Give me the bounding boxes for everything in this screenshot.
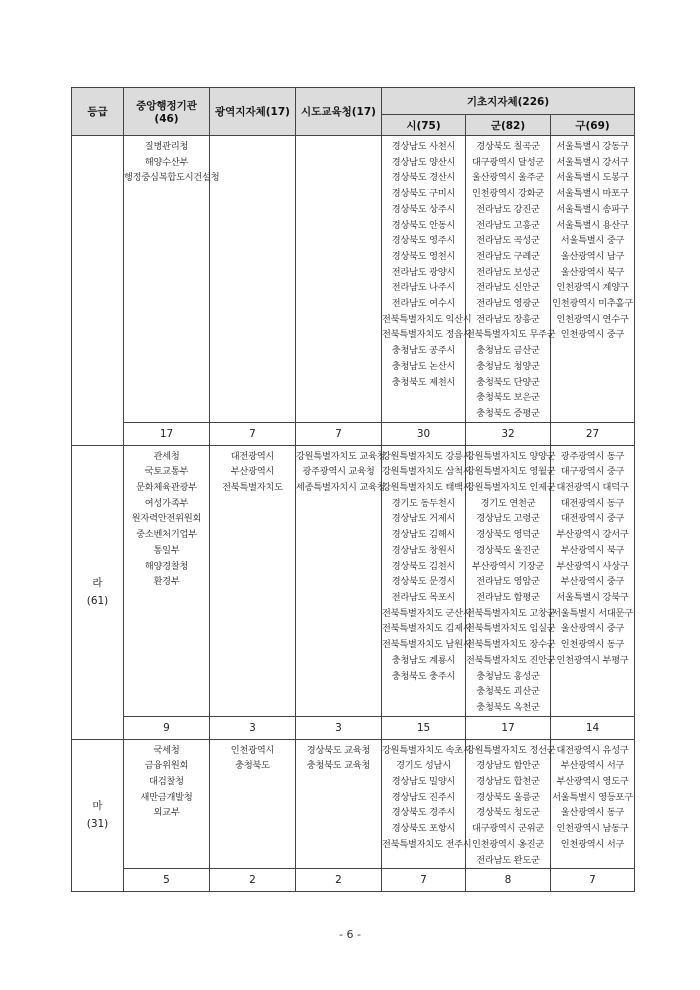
count-county: 17 <box>466 716 551 739</box>
list-entry: 문화체육관광부 <box>136 482 197 494</box>
list-entry: 부산광역시 중구 <box>560 576 625 588</box>
list-entry: 강원특별자치도 강릉시 <box>382 450 472 462</box>
list-entry: 강원특별자치도 삼척시 <box>382 466 472 478</box>
grade-cell <box>72 445 124 739</box>
list-entry: 서울특별시 중구 <box>560 235 625 247</box>
list-entry: 경상북도 칠곡군 <box>476 141 540 152</box>
list-entry: 경기도 성남시 <box>396 760 451 772</box>
list-entry: 강원특별자치도 양양군 <box>466 450 556 462</box>
list-entry: 전라남도 고흥군 <box>476 219 540 231</box>
count-edu: 2 <box>296 869 382 892</box>
header-district: 구(69) <box>551 115 635 136</box>
count-metro: 3 <box>210 716 296 739</box>
list-entry: 경상남도 거제시 <box>391 513 456 525</box>
county-list <box>466 740 556 869</box>
list-entry: 전라남도 목포시 <box>391 591 456 603</box>
edu-office-list <box>296 446 386 496</box>
list-entry: 경상북도 구미시 <box>391 188 456 200</box>
list-entry: 강원특별자치도 태백시 <box>382 482 472 494</box>
list-entry: 경상북도 안동시 <box>391 219 456 231</box>
list-entry: 경상북도 김천시 <box>391 560 456 572</box>
list-entry: 해양수산부 <box>144 156 189 168</box>
header-metro: 광역지자체(17) <box>210 88 296 136</box>
list-entry: 충청남도 계룡시 <box>391 654 456 666</box>
list-entry: 부산광역시 강서구 <box>556 529 629 541</box>
list-entry: 여성가족부 <box>144 497 189 509</box>
metro-gov-list <box>210 136 295 139</box>
list-entry: 관세청 <box>153 450 180 462</box>
county-list <box>466 136 556 422</box>
list-entry: 전라남도 신안군 <box>476 282 540 294</box>
count-county: 8 <box>466 869 551 892</box>
list-entry: 강원특별자치도 영월군 <box>466 466 556 478</box>
list-entry: 인천광역시 동구 <box>560 639 625 651</box>
list-entry: 인천광역시 부평구 <box>556 654 629 666</box>
list-entry: 질병관리청 <box>144 141 189 152</box>
list-entry: 해양경찰청 <box>144 560 189 572</box>
list-entry: 중소벤처기업부 <box>136 529 197 541</box>
list-entry: 부산광역시 <box>230 466 275 478</box>
list-entry: 대검찰청 <box>149 776 184 788</box>
list-entry: 부산광역시 사상구 <box>556 560 629 572</box>
metro-gov-list <box>210 446 295 496</box>
list-entry: 울산광역시 남구 <box>560 250 625 262</box>
list-entry: 전북특별자치도 김제시 <box>382 623 472 635</box>
list-entry: 울산광역시 중구 <box>560 623 625 635</box>
count-district: 14 <box>551 716 635 739</box>
list-entry: 국토교통부 <box>144 466 189 478</box>
list-entry: 경상북도 문경시 <box>391 576 456 588</box>
list-entry: 대전광역시 유성구 <box>556 744 629 756</box>
list-entry: 환경부 <box>153 576 180 588</box>
list-entry: 충청남도 논산시 <box>391 360 456 372</box>
list-entry: 전라남도 완도군 <box>476 854 540 866</box>
list-entry: 강원특별자치도 속초시 <box>382 744 472 756</box>
list-entry: 전북특별자치도 고창군 <box>466 607 556 619</box>
district-list <box>551 136 634 343</box>
list-entry: 강원특별자치도 정선군 <box>466 744 556 756</box>
grade-cell <box>72 739 124 892</box>
list-entry: 경상북도 울릉군 <box>476 791 540 803</box>
count-central: 17 <box>124 422 210 445</box>
list-entry: 전라남도 구례군 <box>476 250 540 262</box>
central-agency-list <box>124 740 209 822</box>
list-entry: 광주광역시 교육청 <box>302 466 375 478</box>
list-entry: 대구광역시 중구 <box>560 466 625 478</box>
county-list <box>466 446 556 716</box>
list-entry: 경상북도 울진군 <box>476 544 540 556</box>
list-entry: 인천광역시 연수구 <box>556 313 629 325</box>
list-entry: 새만금개발청 <box>140 791 193 803</box>
section-row <box>72 136 635 423</box>
grade-count: (61) <box>86 595 109 608</box>
list-entry: 충청북도 단양군 <box>476 376 540 388</box>
list-entry: 부산광역시 서구 <box>560 760 625 772</box>
header-edu: 시도교육청(17) <box>296 88 382 136</box>
list-entry: 경상북도 경주시 <box>391 807 456 819</box>
edu-office-list <box>296 136 381 139</box>
list-entry: 울산광역시 북구 <box>560 266 625 278</box>
count-metro: 2 <box>210 869 296 892</box>
header-city: 시(75) <box>382 115 466 136</box>
grade-label: 라 <box>92 577 103 590</box>
list-entry: 인천광역시 강화군 <box>471 188 545 200</box>
list-entry: 전북특별자치도 <box>222 482 283 494</box>
list-entry: 경상남도 사천시 <box>391 141 456 152</box>
list-entry: 충청북도 <box>235 760 270 772</box>
list-entry: 서울특별시 용산구 <box>556 219 629 231</box>
grade-label: 마 <box>92 800 103 813</box>
list-entry: 강원특별자치도 교육청 <box>296 450 386 462</box>
list-entry: 울산광역시 울주군 <box>471 172 545 184</box>
list-entry: 경상남도 창원시 <box>391 544 456 556</box>
list-entry: 전북특별자치도 전주시 <box>382 838 472 850</box>
agency-grade-table <box>71 87 635 892</box>
central-agency-list <box>124 136 220 186</box>
list-entry: 서울특별시 마포구 <box>556 188 629 200</box>
list-entry: 부산광역시 북구 <box>560 544 625 556</box>
list-entry: 경상북도 교육청 <box>306 744 371 756</box>
grade-cell <box>72 136 124 446</box>
list-entry: 충청남도 금산군 <box>476 345 540 357</box>
list-entry: 충청북도 교육청 <box>306 760 371 772</box>
list-entry: 대전광역시 대덕구 <box>556 482 629 494</box>
metro-gov-list <box>210 740 295 774</box>
list-entry: 인천광역시 남동구 <box>556 823 629 835</box>
list-entry: 경상남도 김해시 <box>391 529 456 541</box>
edu-office-list <box>296 740 381 774</box>
list-entry: 충청남도 청양군 <box>476 360 540 372</box>
list-entry: 경상남도 양산시 <box>391 156 456 168</box>
list-entry: 충청북도 충주시 <box>391 670 456 682</box>
header-county: 군(82) <box>466 115 551 136</box>
central-agency-list <box>124 446 209 590</box>
count-district: 7 <box>551 869 635 892</box>
list-entry: 외교부 <box>153 807 180 819</box>
list-entry: 경상북도 영주시 <box>391 235 456 247</box>
list-entry: 행정중심복합도시건설청 <box>124 172 220 184</box>
list-entry: 경상북도 영덕군 <box>476 529 540 541</box>
header-grade: 등급 <box>72 88 124 136</box>
list-entry: 전북특별자치도 익산시 <box>382 313 472 325</box>
list-entry: 경상남도 밀양시 <box>391 776 456 788</box>
list-entry: 전라남도 영광군 <box>476 298 540 310</box>
list-entry: 서울특별시 도봉구 <box>556 172 629 184</box>
count-edu: 3 <box>296 716 382 739</box>
list-entry: 대전광역시 동구 <box>560 497 625 509</box>
list-entry: 인천광역시 서구 <box>560 838 625 850</box>
list-entry: 대구광역시 군위군 <box>471 823 545 835</box>
list-entry: 전북특별자치도 진안군 <box>466 654 556 666</box>
list-entry: 경상남도 고령군 <box>476 513 540 525</box>
list-entry: 전라남도 장흥군 <box>476 313 540 325</box>
list-entry: 전라남도 곡성군 <box>476 235 540 247</box>
list-entry: 전북특별자치도 무주군 <box>466 329 556 341</box>
list-entry: 전라남도 여수시 <box>391 298 456 310</box>
list-entry: 전라남도 강진군 <box>476 203 540 215</box>
list-entry: 부산광역시 기장군 <box>471 560 545 572</box>
count-row <box>72 869 635 892</box>
district-list <box>551 446 634 669</box>
list-entry: 부산광역시 영도구 <box>556 776 629 788</box>
list-entry: 서울특별시 강북구 <box>556 591 629 603</box>
list-entry: 경상남도 진주시 <box>391 791 456 803</box>
list-entry: 울산광역시 동구 <box>560 807 625 819</box>
list-entry: 대전광역시 중구 <box>560 513 625 525</box>
count-row <box>72 422 635 445</box>
list-entry: 인천광역시 중구 <box>560 329 625 341</box>
list-entry: 서울특별시 강서구 <box>556 156 629 168</box>
list-entry: 충청북도 괴산군 <box>476 686 540 698</box>
list-entry: 국세청 <box>153 744 180 756</box>
list-entry: 경상남도 합천군 <box>476 776 540 788</box>
list-entry: 충청남도 홍성군 <box>476 670 540 682</box>
list-entry: 전라남도 보성군 <box>476 266 540 278</box>
list-entry: 세종특별자치시 교육청 <box>296 482 386 494</box>
list-entry: 광주광역시 동구 <box>560 450 625 462</box>
list-entry: 전북특별자치도 남원시 <box>382 639 472 651</box>
list-entry: 경상북도 상주시 <box>391 203 456 215</box>
list-entry: 경상남도 함안군 <box>476 760 540 772</box>
header-central: 중앙행정기관(46) <box>124 88 210 136</box>
list-entry: 경기도 동두천시 <box>391 497 456 509</box>
city-list <box>382 740 472 853</box>
count-city: 7 <box>382 869 466 892</box>
list-entry: 전라남도 광양시 <box>391 266 456 278</box>
list-entry: 경상북도 청도군 <box>476 807 540 819</box>
list-entry: 금융위원회 <box>144 760 189 772</box>
count-central: 9 <box>124 716 210 739</box>
list-entry: 서울특별시 송파구 <box>556 203 629 215</box>
list-entry: 인천광역시 계양구 <box>556 282 629 294</box>
list-entry: 통일부 <box>153 544 180 556</box>
list-entry: 서울특별시 영등포구 <box>552 791 633 803</box>
list-entry: 충청북도 제천시 <box>391 376 456 388</box>
count-metro: 7 <box>210 422 296 445</box>
list-entry: 충청북도 증평군 <box>476 407 540 419</box>
list-entry: 대전광역시 <box>230 450 275 462</box>
header-basic: 기초지자체(226) <box>382 88 635 115</box>
city-list <box>382 136 472 390</box>
count-city: 15 <box>382 716 466 739</box>
list-entry: 경기도 연천군 <box>480 497 536 509</box>
list-entry: 서울특별시 서대문구 <box>552 607 633 619</box>
list-entry: 경상북도 영천시 <box>391 250 456 262</box>
list-entry: 전라남도 함평군 <box>476 591 540 603</box>
list-entry: 인천광역시 <box>230 744 275 756</box>
list-entry: 충청북도 옥천군 <box>476 701 540 713</box>
list-entry: 서울특별시 강동구 <box>556 141 629 152</box>
count-county: 32 <box>466 422 551 445</box>
list-entry: 인천광역시 옹진군 <box>471 838 545 850</box>
list-entry: 경상북도 경산시 <box>391 172 456 184</box>
list-entry: 강원특별자치도 인제군 <box>466 482 556 494</box>
section-row <box>72 739 635 869</box>
count-central: 5 <box>124 869 210 892</box>
list-entry: 전북특별자치도 정읍시 <box>382 329 472 341</box>
list-entry: 전북특별자치도 군산시 <box>382 607 472 619</box>
city-list <box>382 446 472 685</box>
page-number: - 6 - <box>339 928 361 941</box>
list-entry: 충청북도 보은군 <box>476 392 540 404</box>
list-entry: 경상북도 포항시 <box>391 823 456 835</box>
list-entry: 충청남도 공주시 <box>391 345 456 357</box>
list-entry: 인천광역시 미추홀구 <box>552 298 633 310</box>
list-entry: 전북특별자치도 장수군 <box>466 639 556 651</box>
list-entry: 원자력안전위원회 <box>131 513 202 525</box>
list-entry: 대구광역시 달성군 <box>471 156 545 168</box>
grade-count: (31) <box>86 818 109 831</box>
list-entry: 전라남도 영암군 <box>476 576 540 588</box>
district-list <box>551 740 634 853</box>
count-row <box>72 716 635 739</box>
count-edu: 7 <box>296 422 382 445</box>
list-entry: 전북특별자치도 임실군 <box>466 623 556 635</box>
count-city: 30 <box>382 422 466 445</box>
count-district: 27 <box>551 422 635 445</box>
list-entry: 전라남도 나주시 <box>391 282 456 294</box>
section-row <box>72 445 635 716</box>
